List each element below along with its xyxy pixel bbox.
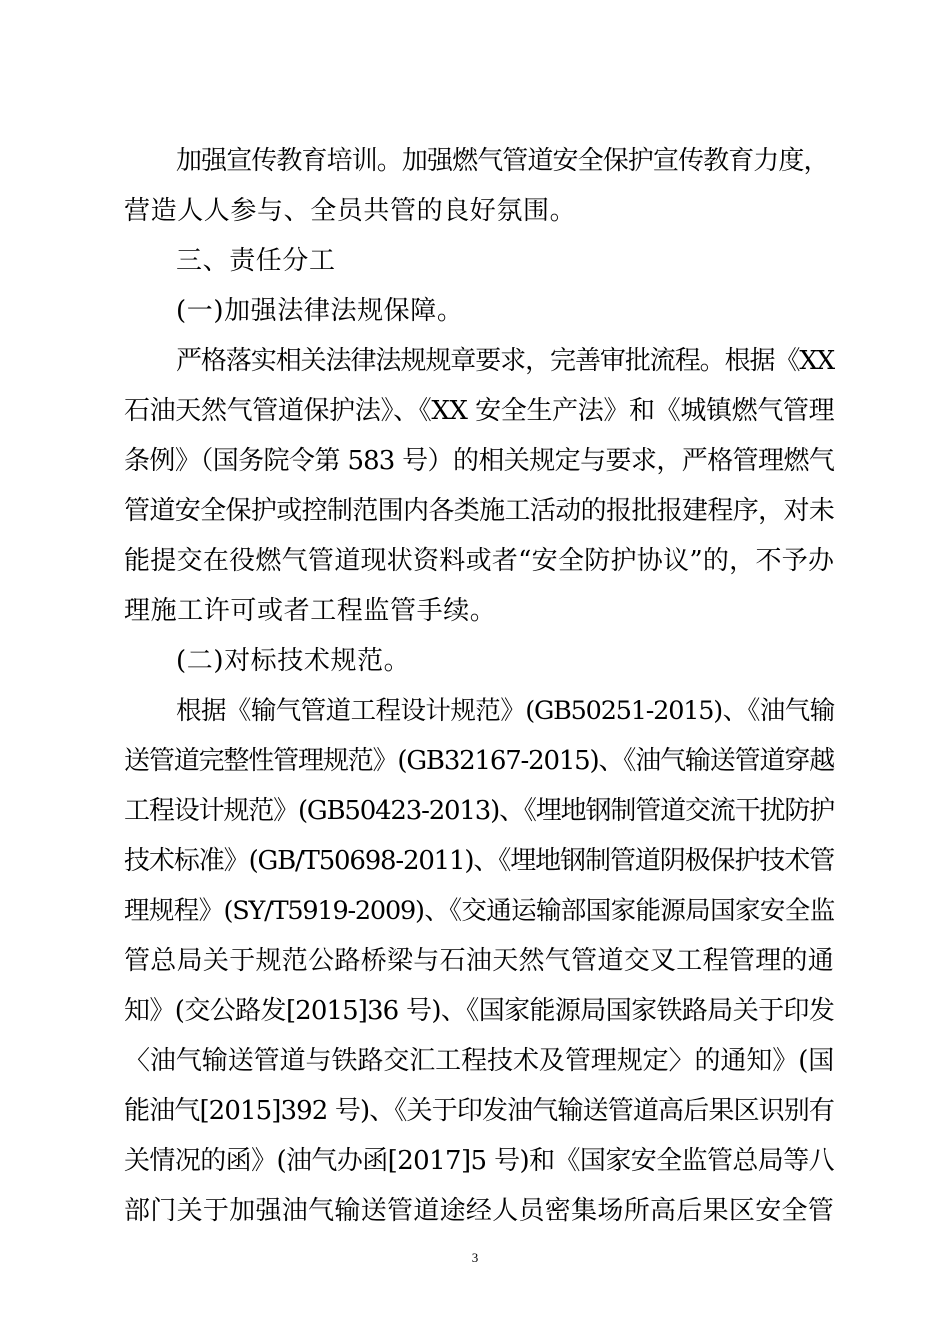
paragraph-line: 〈油气输送管道与铁路交汇工程技术及管理规定〉的通知》(国 [124, 1046, 834, 1076]
paragraph-line: 知》(交公路发[2015]36 号)、《国家能源局国家铁路局关于印发 [124, 996, 834, 1026]
paragraph-line: 严格落实相关法律法规规章要求，完善审批流程。根据《XX [176, 346, 834, 376]
paragraph-line: 加强宣传教育培训。加强燃气管道安全保护宣传教育力度， [176, 146, 829, 176]
paragraph-line: 条例》（国务院令第 583 号）的相关规定与要求，严格管理燃气 [124, 446, 834, 476]
paragraph-line: 营造人人参与、全员共管的良好氛围。 [124, 196, 577, 226]
subsection-heading: (二)对标技术规范。 [176, 646, 411, 676]
paragraph-line: 理规程》(SY/T5919-2009)、《交通运输部国家能源局国家安全监 [124, 896, 834, 926]
paragraph-line: 送管道完整性管理规范》(GB32167-2015)、《油气输送管道穿越 [124, 746, 834, 776]
paragraph-line: 能油气[2015]392 号)、《关于印发油气输送管道高后果区识别有 [124, 1096, 834, 1126]
paragraph-line: 部门关于加强油气输送管道途经人员密集场所高后果区安全管 [124, 1196, 835, 1226]
paragraph-line: 管总局关于规范公路桥梁与石油天然气管道交叉工程管理的通 [124, 946, 835, 976]
paragraph-line: 根据《输气管道工程设计规范》(GB50251-2015)、《油气输 [176, 696, 834, 726]
paragraph-line: 工程设计规范》(GB50423-2013)、《埋地钢制管道交流干扰防护 [124, 796, 834, 826]
paragraph-line: 理施工许可或者工程监管手续。 [124, 596, 497, 626]
paragraph-line: 石油天然气管道保护法》、《XX 安全生产法》和《城镇燃气管理 [124, 396, 834, 426]
section-heading: 三、责任分工 [176, 246, 336, 276]
paragraph-line: 关情况的函》(油气办函[2017]5 号)和《国家安全监管总局等八 [124, 1146, 834, 1176]
paragraph-line: 管道安全保护或控制范围内各类施工活动的报批报建程序，对未 [124, 496, 834, 526]
paragraph-line: 技术标准》(GB/T50698-2011)、《埋地钢制管道阴极保护技术管 [124, 846, 834, 876]
paragraph-line: 能提交在役燃气管道现状资料或者“安全防护协议”的，不予办 [124, 546, 834, 576]
page-number: 3 [471, 1250, 479, 1265]
subsection-heading: (一)加强法律法规保障。 [176, 296, 464, 326]
